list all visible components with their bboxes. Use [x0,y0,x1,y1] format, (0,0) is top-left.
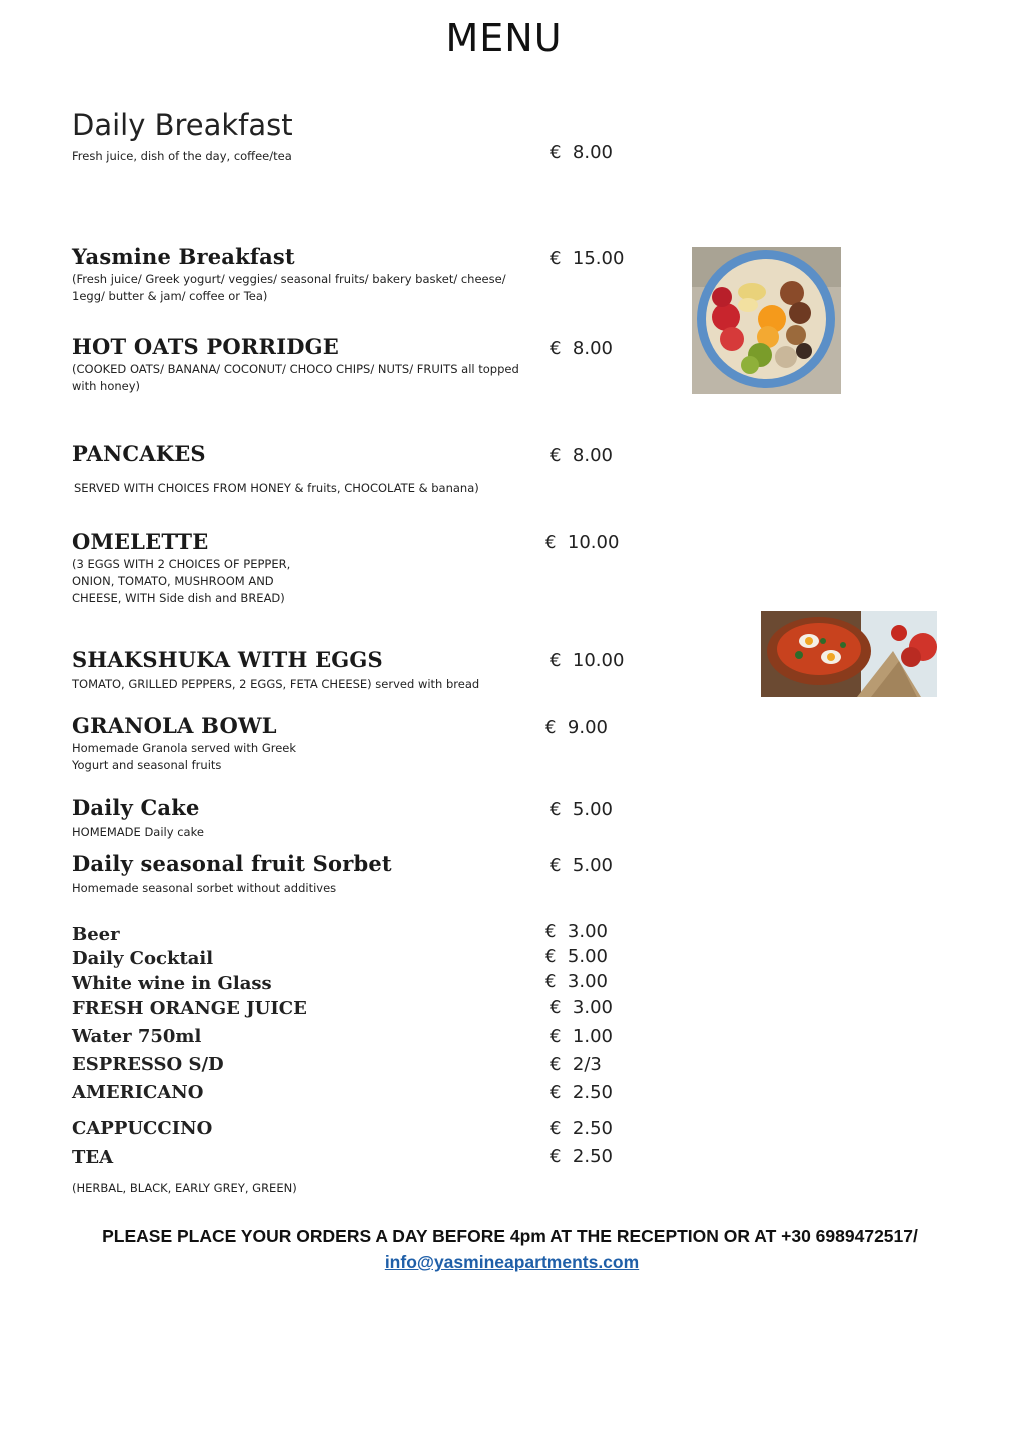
shakshuka-photo [761,611,937,697]
item-name-yasmine-breakfast: Yasmine Breakfast [72,244,295,269]
drink-price-beer: € 3.00 [545,921,608,942]
drink-name-cappuccino: CAPPUCCINO [72,1118,213,1139]
item-desc-hot-oats-line2: with honey) [72,379,141,393]
drink-name-orange-juice: FRESH ORANGE JUICE [72,998,307,1019]
drink-name-white-wine: White wine in Glass [72,973,272,994]
drink-price-cocktail: € 5.00 [545,946,608,967]
item-name-shakshuka: SHAKSHUKA WITH EGGS [72,647,383,672]
drink-price-tea: € 2.50 [550,1146,613,1167]
item-desc-hot-oats-line1: (COOKED OATS/ BANANA/ COCONUT/ CHOCO CHIPS/ NUTS/ FRUITS all topped [72,362,519,376]
item-desc-pancakes: SERVED WITH CHOICES FROM HONEY & fruits, CHOCOLATE & banana) [74,481,479,495]
item-name-daily-cake: Daily Cake [72,795,200,820]
item-name-hot-oats: HOT OATS PORRIDGE [72,334,339,359]
item-price-pancakes: € 8.00 [550,445,613,466]
drink-name-tea: TEA [72,1147,114,1168]
item-desc-daily-breakfast: Fresh juice, dish of the day, coffee/tea [72,149,292,163]
item-price-yasmine-breakfast: € 15.00 [550,248,625,269]
email-line [0,1252,1024,1273]
item-desc-omelette-line1: (3 EGGS WITH 2 CHOICES OF PEPPER, [72,557,291,571]
item-price-daily-breakfast: € 8.00 [550,142,613,163]
item-price-granola: € 9.00 [545,717,608,738]
item-price-sorbet: € 5.00 [550,855,613,876]
item-desc-omelette-line3: CHEESE, WITH Side dish and BREAD) [72,591,285,605]
drink-price-americano: € 2.50 [550,1082,613,1103]
item-desc-shakshuka: TOMATO, GRILLED PEPPERS, 2 EGGS, FETA CHEESE) served with bread [72,677,480,691]
item-name-omelette: OMELETTE [72,529,209,554]
drink-price-white-wine: € 3.00 [545,971,608,992]
fruit-bowl-photo [692,247,841,394]
drink-price-water: € 1.00 [550,1026,613,1047]
item-desc-granola-line2: Yogurt and seasonal fruits [72,758,222,772]
item-name-sorbet: Daily seasonal fruit Sorbet [72,851,392,876]
drink-name-cocktail: Daily Cocktail [72,948,214,969]
drink-price-orange-juice: € 3.00 [550,997,613,1018]
item-desc-omelette-line2: ONION, TOMATO, MUSHROOM AND [72,574,274,588]
fruit-bowl-icon [692,247,841,394]
item-desc-yasmine-breakfast-line2: 1egg/ butter & jam/ coffee or Tea) [72,289,268,303]
shakshuka-pan-icon [761,611,937,697]
item-price-hot-oats: € 8.00 [550,338,613,359]
drink-note-tea: (HERBAL, BLACK, EARLY GREY, GREEN) [72,1181,297,1195]
item-name-granola: GRANOLA BOWL [72,713,277,738]
order-notice: PLEASE PLACE YOUR ORDERS A DAY BEFORE 4pm AT THE RECEPTION OR AT +30 6989472517/ [102,1226,918,1246]
item-price-omelette: € 10.00 [545,532,620,553]
item-price-daily-cake: € 5.00 [550,799,613,820]
drink-name-water: Water 750ml [72,1026,202,1047]
drink-name-espresso: ESPRESSO S/D [72,1054,224,1075]
item-name-pancakes: PANCAKES [72,441,206,466]
item-price-shakshuka: € 10.00 [550,650,625,671]
item-desc-granola-line1: Homemade Granola served with Greek [72,741,297,755]
item-desc-sorbet: Homemade seasonal sorbet without additives [72,881,337,895]
drink-name-americano: AMERICANO [72,1082,204,1103]
drink-price-cappuccino: € 2.50 [550,1118,613,1139]
drink-name-beer: Beer [72,924,120,945]
drink-price-espresso: € 2/3 [550,1054,602,1075]
page-title: MENU [445,16,563,60]
email-link[interactable]: info@yasmineapartments.com [384,1252,640,1272]
item-desc-yasmine-breakfast-line1: (Fresh juice/ Greek yogurt/ veggies/ seasonal fruits/ bakery basket/ cheese/ [72,272,506,286]
item-name-daily-breakfast: Daily Breakfast [72,108,293,142]
item-desc-daily-cake: HOMEMADE Daily cake [72,825,204,839]
